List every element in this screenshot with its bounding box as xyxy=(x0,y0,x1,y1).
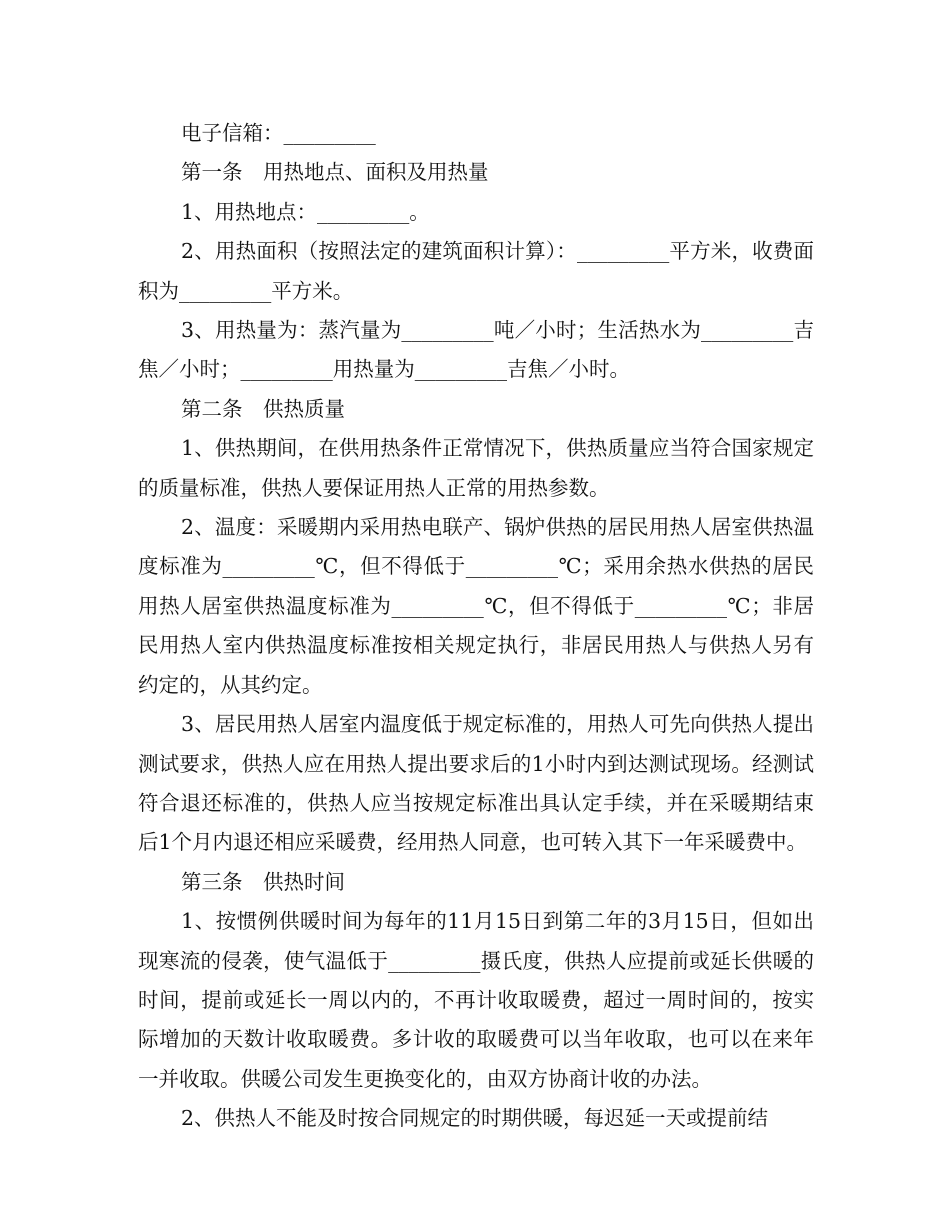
document-body xyxy=(138,114,814,1139)
article-2-item-2: 2、温度：采暖期内采用热电联产、锅炉供热的居民用热人居室供热温度标准为_________℃，但不得低于_________℃；采用余热水供热的居民用热人居室供热温度标准为_________℃，但不得低于_________℃；非居民用热人室内供热温度标准按相关规定执行，非居民用热人与供热人另有约定的，从其约定。 xyxy=(138,515,814,697)
article-1-item-1: 1、用热地点：_________。 xyxy=(181,199,430,224)
article-2-heading: 第二条 供热质量 xyxy=(181,396,345,421)
article-1-item-3: 3、用热量为：蒸汽量为_________吨／小时；生活热水为_________吉焦／小时；_________用热量为_________吉焦／小时。 xyxy=(138,318,814,382)
article-1-item-2: 2、用热面积（按照法定的建筑面积计算）：_________平方米，收费面积为_________平方米。 xyxy=(138,239,814,303)
article-1-heading: 第一条 用热地点、面积及用热量 xyxy=(181,160,489,185)
article-3-heading: 第三条 供热时间 xyxy=(181,869,345,894)
article-3-item-1: 1、按惯例供暖时间为每年的11月15日到第二年的3月15日，但如出现寒流的侵袭，使气温低于_________摄氏度，供热人应提前或延长供暖的时间，提前或延长一周以内的，不再计收取暖费，超过一周时间的，按实际增加的天数计收取暖费。多计收的取暖费可以当年收取，也可以在来年一并收取。供暖公司发生更换变化的，由双方协商计收的办法。 xyxy=(138,909,814,1091)
article-3-item-2: 2、供热人不能及时按合同规定的时期供暖，每迟延一天或提前结 xyxy=(181,1106,769,1131)
article-2-item-1: 1、供热期间，在供用热条件正常情况下，供热质量应当符合国家规定的质量标准，供热人要保证用热人正常的用热参数。 xyxy=(138,436,814,500)
article-2-item-3: 3、居民用热人居室内温度低于规定标准的，用热人可先向供热人提出测试要求，供热人应在用热人提出要求后的1小时内到达测试现场。经测试符合退还标准的，供热人应当按规定标准出具认定手续，并在采暖期结束后1个月内退还相应采暖费，经用热人同意，也可转入其下一年采暖费中。 xyxy=(138,712,814,855)
email-line: 电子信箱：_________ xyxy=(181,121,376,145)
